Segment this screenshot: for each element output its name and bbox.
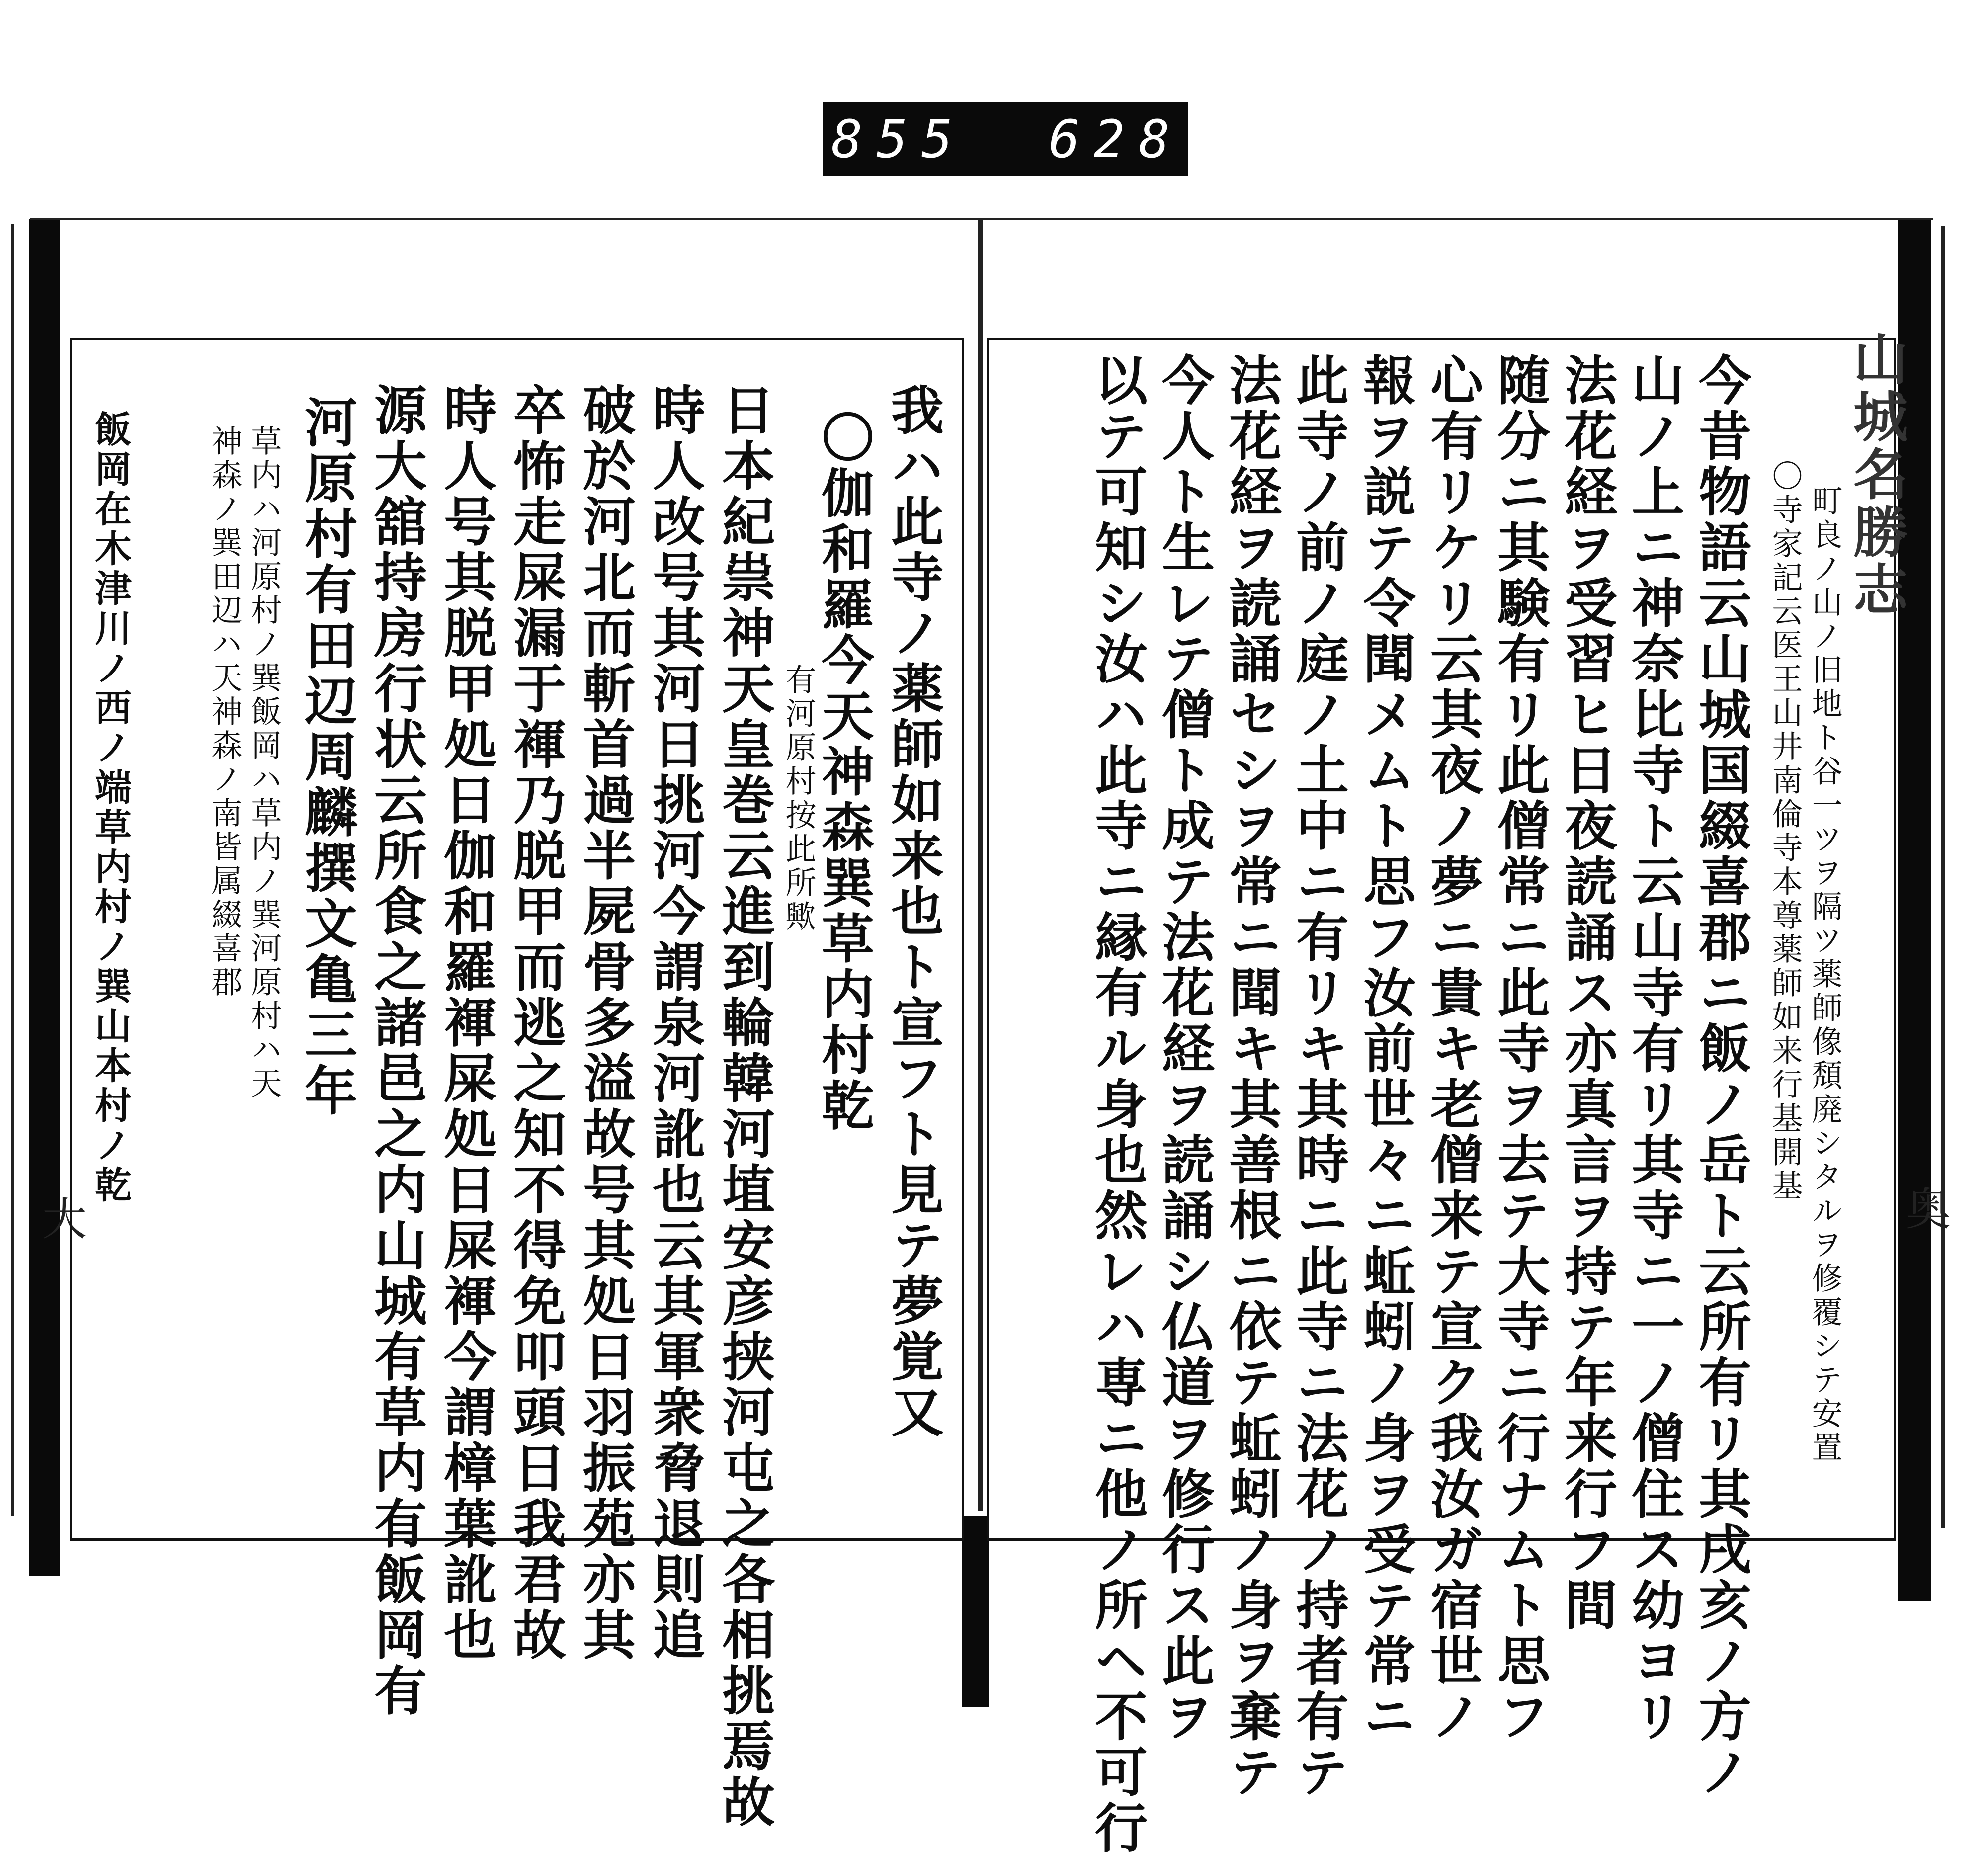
text-column: 日本紀祟神天皇巻云進到輪韓河埴安彦挟河屯之各相挑焉故 xyxy=(714,383,776,1830)
text-column: 山ノ上ニ神奈比寺ト云山寺有リ其寺ニ一ノ僧住ス幼ヨリ xyxy=(1623,353,1685,1745)
left-page-binding-edge xyxy=(29,219,60,1576)
left-page-text-frame xyxy=(70,338,964,1830)
right-page-edge-line xyxy=(1941,226,1945,1528)
text-column: 〇伽和羅今天神森巽草内村乾 xyxy=(813,410,875,1134)
text-column: 時人改号其河日挑河今謂泉河訛也云其軍衆脅退則追 xyxy=(644,383,706,1663)
text-column: 法花経ヲ読誦セシヲ常ニ聞キ其善根ニ依テ蚯蚓ノ身ヲ棄テ xyxy=(1221,353,1283,1800)
text-column: 以テ可知シ汝ハ此寺ニ縁有ル身也然レハ専ニ他ノ所ヘ不可行 xyxy=(1086,353,1149,1856)
text-column: 河原村有田辺周麟撰文亀三年 xyxy=(296,395,358,1119)
text-column: 随分ニ其験有リ此僧常ニ此寺ヲ去テ大寺ニ行ナムト思フ xyxy=(1489,353,1551,1745)
center-gutter-line xyxy=(978,219,983,1511)
top-page-edge-line xyxy=(30,218,1933,220)
text-column: 飯岡在木津川ノ西ノ端草内村ノ巽山本村ノ乾 xyxy=(89,410,132,1205)
left-page-edge-line xyxy=(11,224,14,1516)
text-column: 心有リケリ云其夜ノ夢ニ貴キ老僧来テ宣ク我汝ガ宿世ノ xyxy=(1422,353,1484,1745)
annotation-column: 神森ノ巽田辺ハ天神森ノ南皆属綴喜郡 xyxy=(206,425,243,1000)
catalog-number-label xyxy=(823,102,1188,176)
left-margin-fragment: 大 xyxy=(42,1193,87,1246)
text-column: 源大舘持房行状云所食之諸邑之内山城有草内有飯岡有 xyxy=(366,383,428,1719)
text-column: 卒怖走屎漏于褌乃脱甲而逃之知不得免叩頭日我君故 xyxy=(505,383,567,1663)
text-column: 破於河北而斬首過半屍骨多溢故号其処日羽振苑亦其 xyxy=(575,383,637,1663)
text-column: 今昔物語云山城国綴喜郡ニ飯ノ岳ト云所有リ其戌亥ノ方ノ xyxy=(1690,353,1752,1800)
text-column: 時人号其脱甲処日伽和羅褌屎処日屎褌今謂樟葉訛也 xyxy=(435,383,497,1663)
center-gutter-shadow xyxy=(962,1516,989,1707)
text-column: 報ヲ説テ令聞メムト思フ汝前世々ニ蚯蚓ノ身ヲ受テ常ニ xyxy=(1355,353,1417,1745)
annotation-column: 町良ノ山ノ旧地ト谷一ツヲ隔ツ薬師像頽廃シタルヲ修覆シテ安置 xyxy=(1807,485,1843,1465)
annotation-column: 草内ハ河原村ノ巽飯岡ハ草内ノ巽河原村ハ天 xyxy=(246,425,282,1101)
text-column: 法花経ヲ受習ヒ日夜読誦ス亦真言ヲ持テ年来行フ間 xyxy=(1556,353,1618,1633)
text-column: 今人ト生レテ僧ト成テ法花経ヲ読誦シ仏道ヲ修行ス此ヲ xyxy=(1154,353,1216,1745)
right-page-text-frame xyxy=(987,331,1908,1856)
text-column: 此寺ノ前ノ庭ノ土中ニ有リキ其時ニ此寺ニ法花ノ持者有テ xyxy=(1288,353,1350,1800)
catalog-number-left: 855 xyxy=(831,109,967,169)
running-header: 山城名勝志 xyxy=(1844,331,1908,619)
annotation-column: 〇寺家記云医王山井南倫寺本尊薬師如来行基開基 xyxy=(1767,460,1803,1203)
catalog-number-right: 628 xyxy=(1049,109,1184,169)
annotation-column: 有河原村按此所歟 xyxy=(780,664,817,934)
text-column: 我ハ此寺ノ薬師如来也ト宣フト見テ夢覚又 xyxy=(883,383,945,1440)
right-margin-fragment: 奥 xyxy=(1906,1183,1951,1236)
